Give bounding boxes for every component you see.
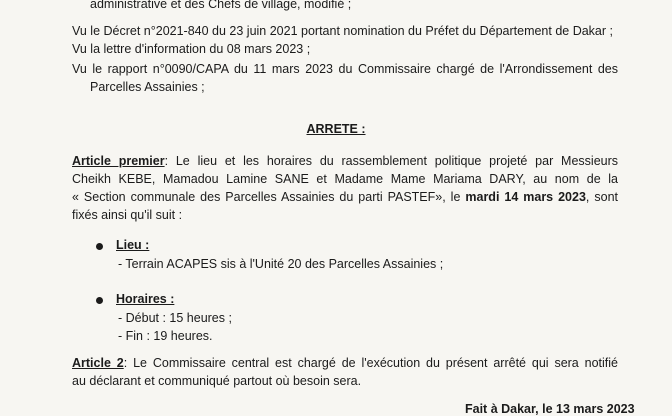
visa-rapport-line1: Vu le rapport n°0090/CAPA du 11 mars 2023 du Commissaire chargé de l'Arrondissement des — [72, 62, 618, 76]
article1-date: mardi 14 mars 2023 — [465, 190, 586, 204]
horaires-label: Horaires : — [116, 292, 175, 306]
horaires-debut: - Début : 15 heures ; — [118, 311, 232, 325]
article1-line1-text: : Le lieu et les horaires du rassemblement politique projeté par Messieurs — [164, 154, 619, 168]
article2-label: Article 2 — [72, 356, 124, 370]
lieu-item: - Terrain ACAPES sis à l'Unité 20 des Parcelles Assainies ; — [118, 257, 444, 271]
arrete-heading: ARRETE : — [306, 122, 366, 136]
visa-rapport-line2: Parcelles Assainies ; — [90, 80, 205, 94]
visa-lettre: Vu la lettre d'information du 08 mars 2023 ; — [72, 42, 311, 56]
article1-line3-part2: , sont — [585, 190, 618, 204]
bullet-lieu — [96, 243, 103, 250]
horaires-fin: - Fin : 19 heures. — [118, 329, 213, 343]
article1-line3 — [72, 190, 618, 204]
article1-line1 — [72, 154, 618, 168]
article2-line2: au déclarant et communiqué partout où besoin sera. — [72, 374, 362, 388]
bullet-horaires — [96, 297, 103, 304]
lieu-label: Lieu : — [116, 238, 150, 252]
article1-line2: Cheikh KEBE, Mamadou Lamine SANE et Madame Mame Mariama DARY, au nom de la — [72, 172, 618, 186]
article1-label: Article premier — [72, 154, 165, 168]
article2-line1 — [72, 356, 618, 370]
article1-line3-part1: « Section communale des Parcelles Assainies du parti PASTEF», le — [72, 190, 466, 204]
signature-place-date: Fait à Dakar, le 13 mars 2023 — [465, 402, 635, 416]
visa-decret: Vu le Décret n°2021-840 du 23 juin 2021 portant nomination du Préfet du Département de Dakar ; — [72, 24, 613, 38]
article1-line4: fixés ainsi qu'il suit : — [72, 208, 183, 222]
visa-continuation: administrative et des Chefs de village, modifié ; — [90, 0, 352, 11]
article2-line1-text: : Le Commissaire central est chargé de l'exécution du présent arrêté qui sera notifié — [123, 356, 618, 370]
